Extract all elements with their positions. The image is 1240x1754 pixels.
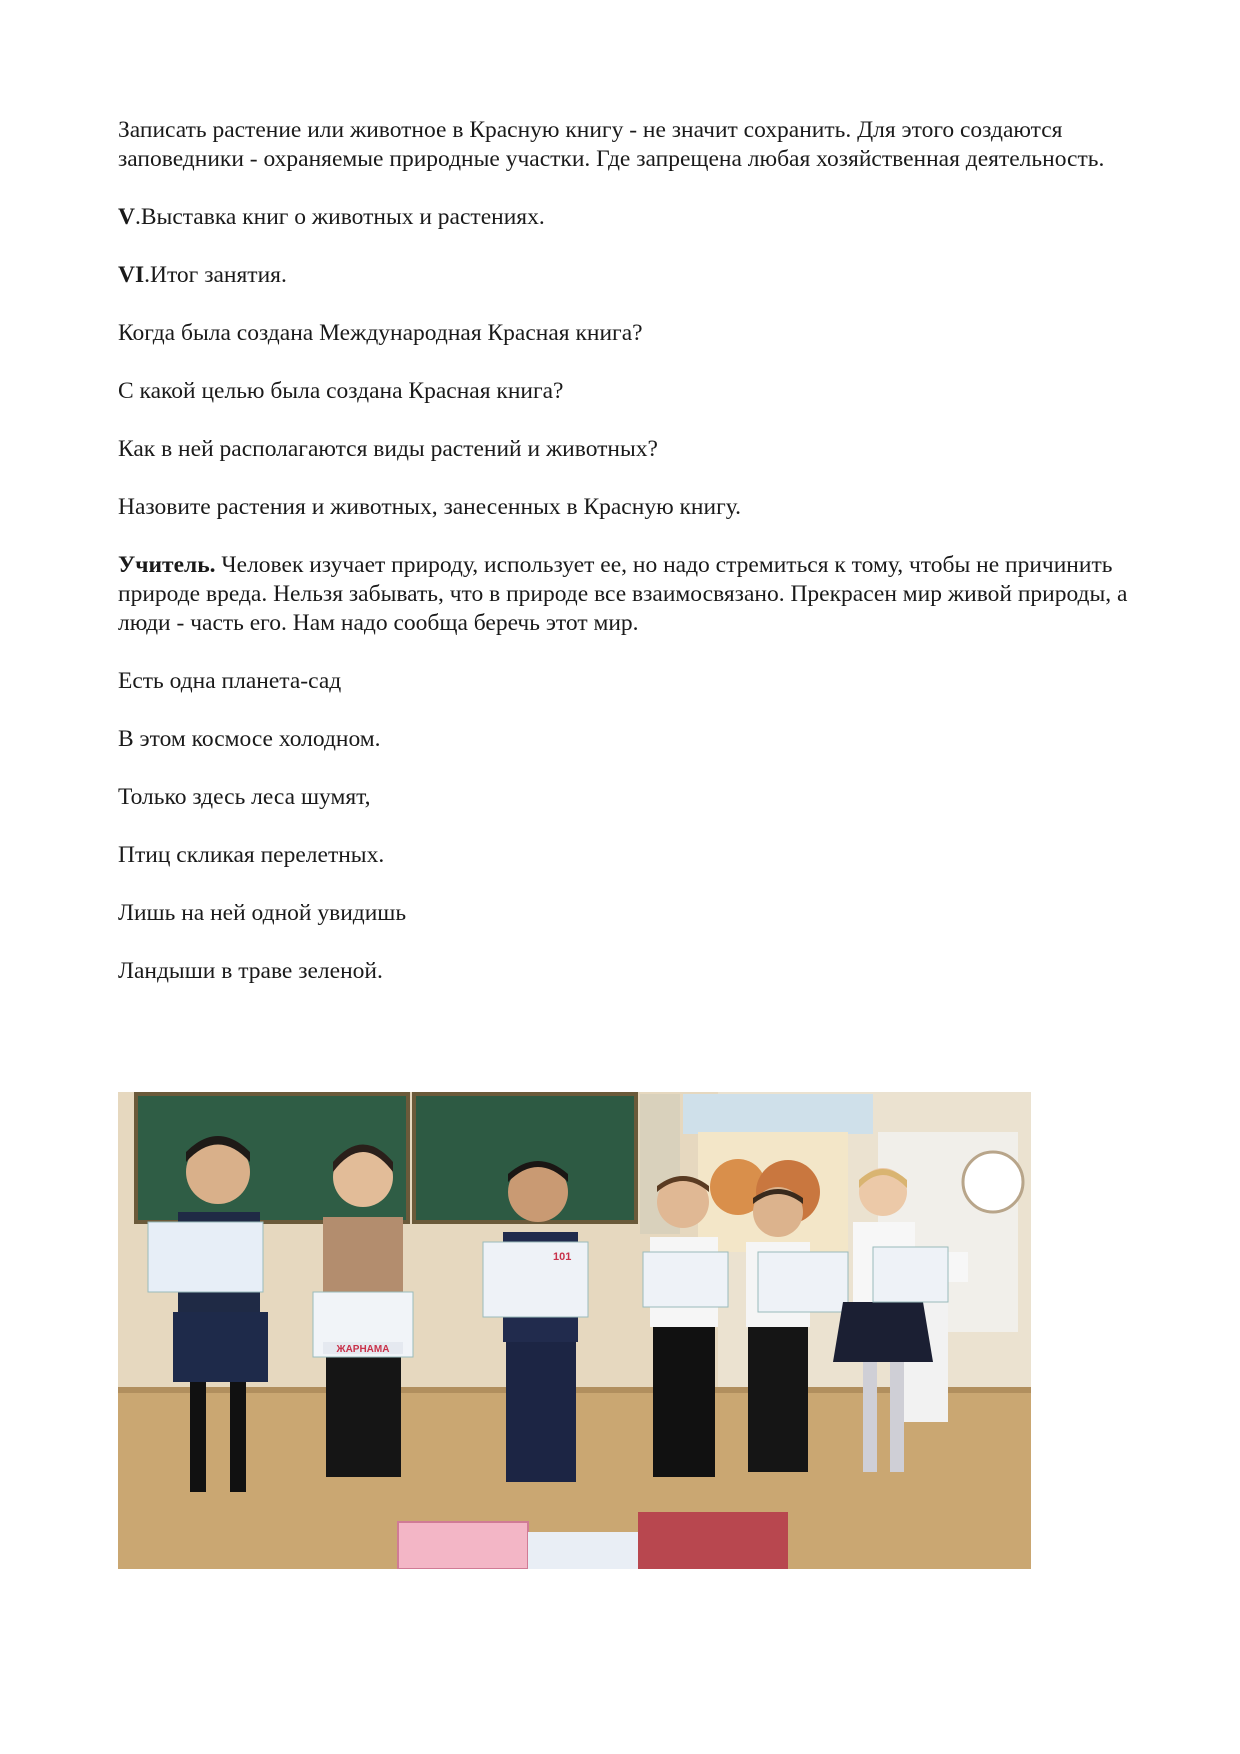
poem-line-6: Ландыши в траве зеленой. (118, 958, 383, 984)
poem-line-4: Птиц скликая перелетных. (118, 842, 385, 868)
poem-line-5: Лишь на ней одной увидишь (118, 900, 407, 926)
poster-number: 101 (553, 1251, 572, 1263)
paragraph-intro: Записать растение или животное в Красную книгу - не значит сохранить. Для этого создаются заповедники - охраняемые природные участки. Где запрещена любая хозяйственная деятельность. (118, 117, 1105, 172)
classroom-photo-drawing (118, 1092, 1031, 1569)
section-v (118, 203, 1138, 232)
poem-line-1: Есть одна планета-сад (118, 668, 342, 694)
teacher-label: Учитель. (118, 552, 216, 578)
poster-title: ЖАРНАМА (336, 1344, 390, 1355)
poem-line-3: Только здесь леса шумят, (118, 784, 371, 810)
question-4: Назовите растения и животных, занесенных в Красную книгу. (118, 494, 741, 520)
document-text (118, 116, 1138, 1015)
question-2: С какой целью была создана Красная книга? (118, 378, 564, 404)
section-vi-number: VI (118, 262, 145, 288)
question-3: Как в ней располагаются виды растений и животных? (118, 436, 658, 462)
teacher-paragraph (118, 551, 1138, 638)
section-v-number: V (118, 204, 135, 230)
section-v-text: .Выставка книг о животных и растениях. (134, 204, 545, 230)
poem-line-2: В этом космосе холодном. (118, 726, 381, 752)
section-vi-text: .Итог занятия. (144, 262, 287, 288)
section-vi (118, 261, 1138, 290)
teacher-text: Человек изучает природу, использует ее, но надо стремиться к тому, чтобы не причинить природе вреда. Нельзя забывать, что в природе все взаимосвязано. Прекрасен мир живой природы, а люди - часть его. Нам надо сообща беречь этот мир. (118, 552, 1128, 636)
question-1: Когда была создана Международная Красная книга? (118, 320, 643, 346)
classroom-photo (118, 1092, 1031, 1569)
